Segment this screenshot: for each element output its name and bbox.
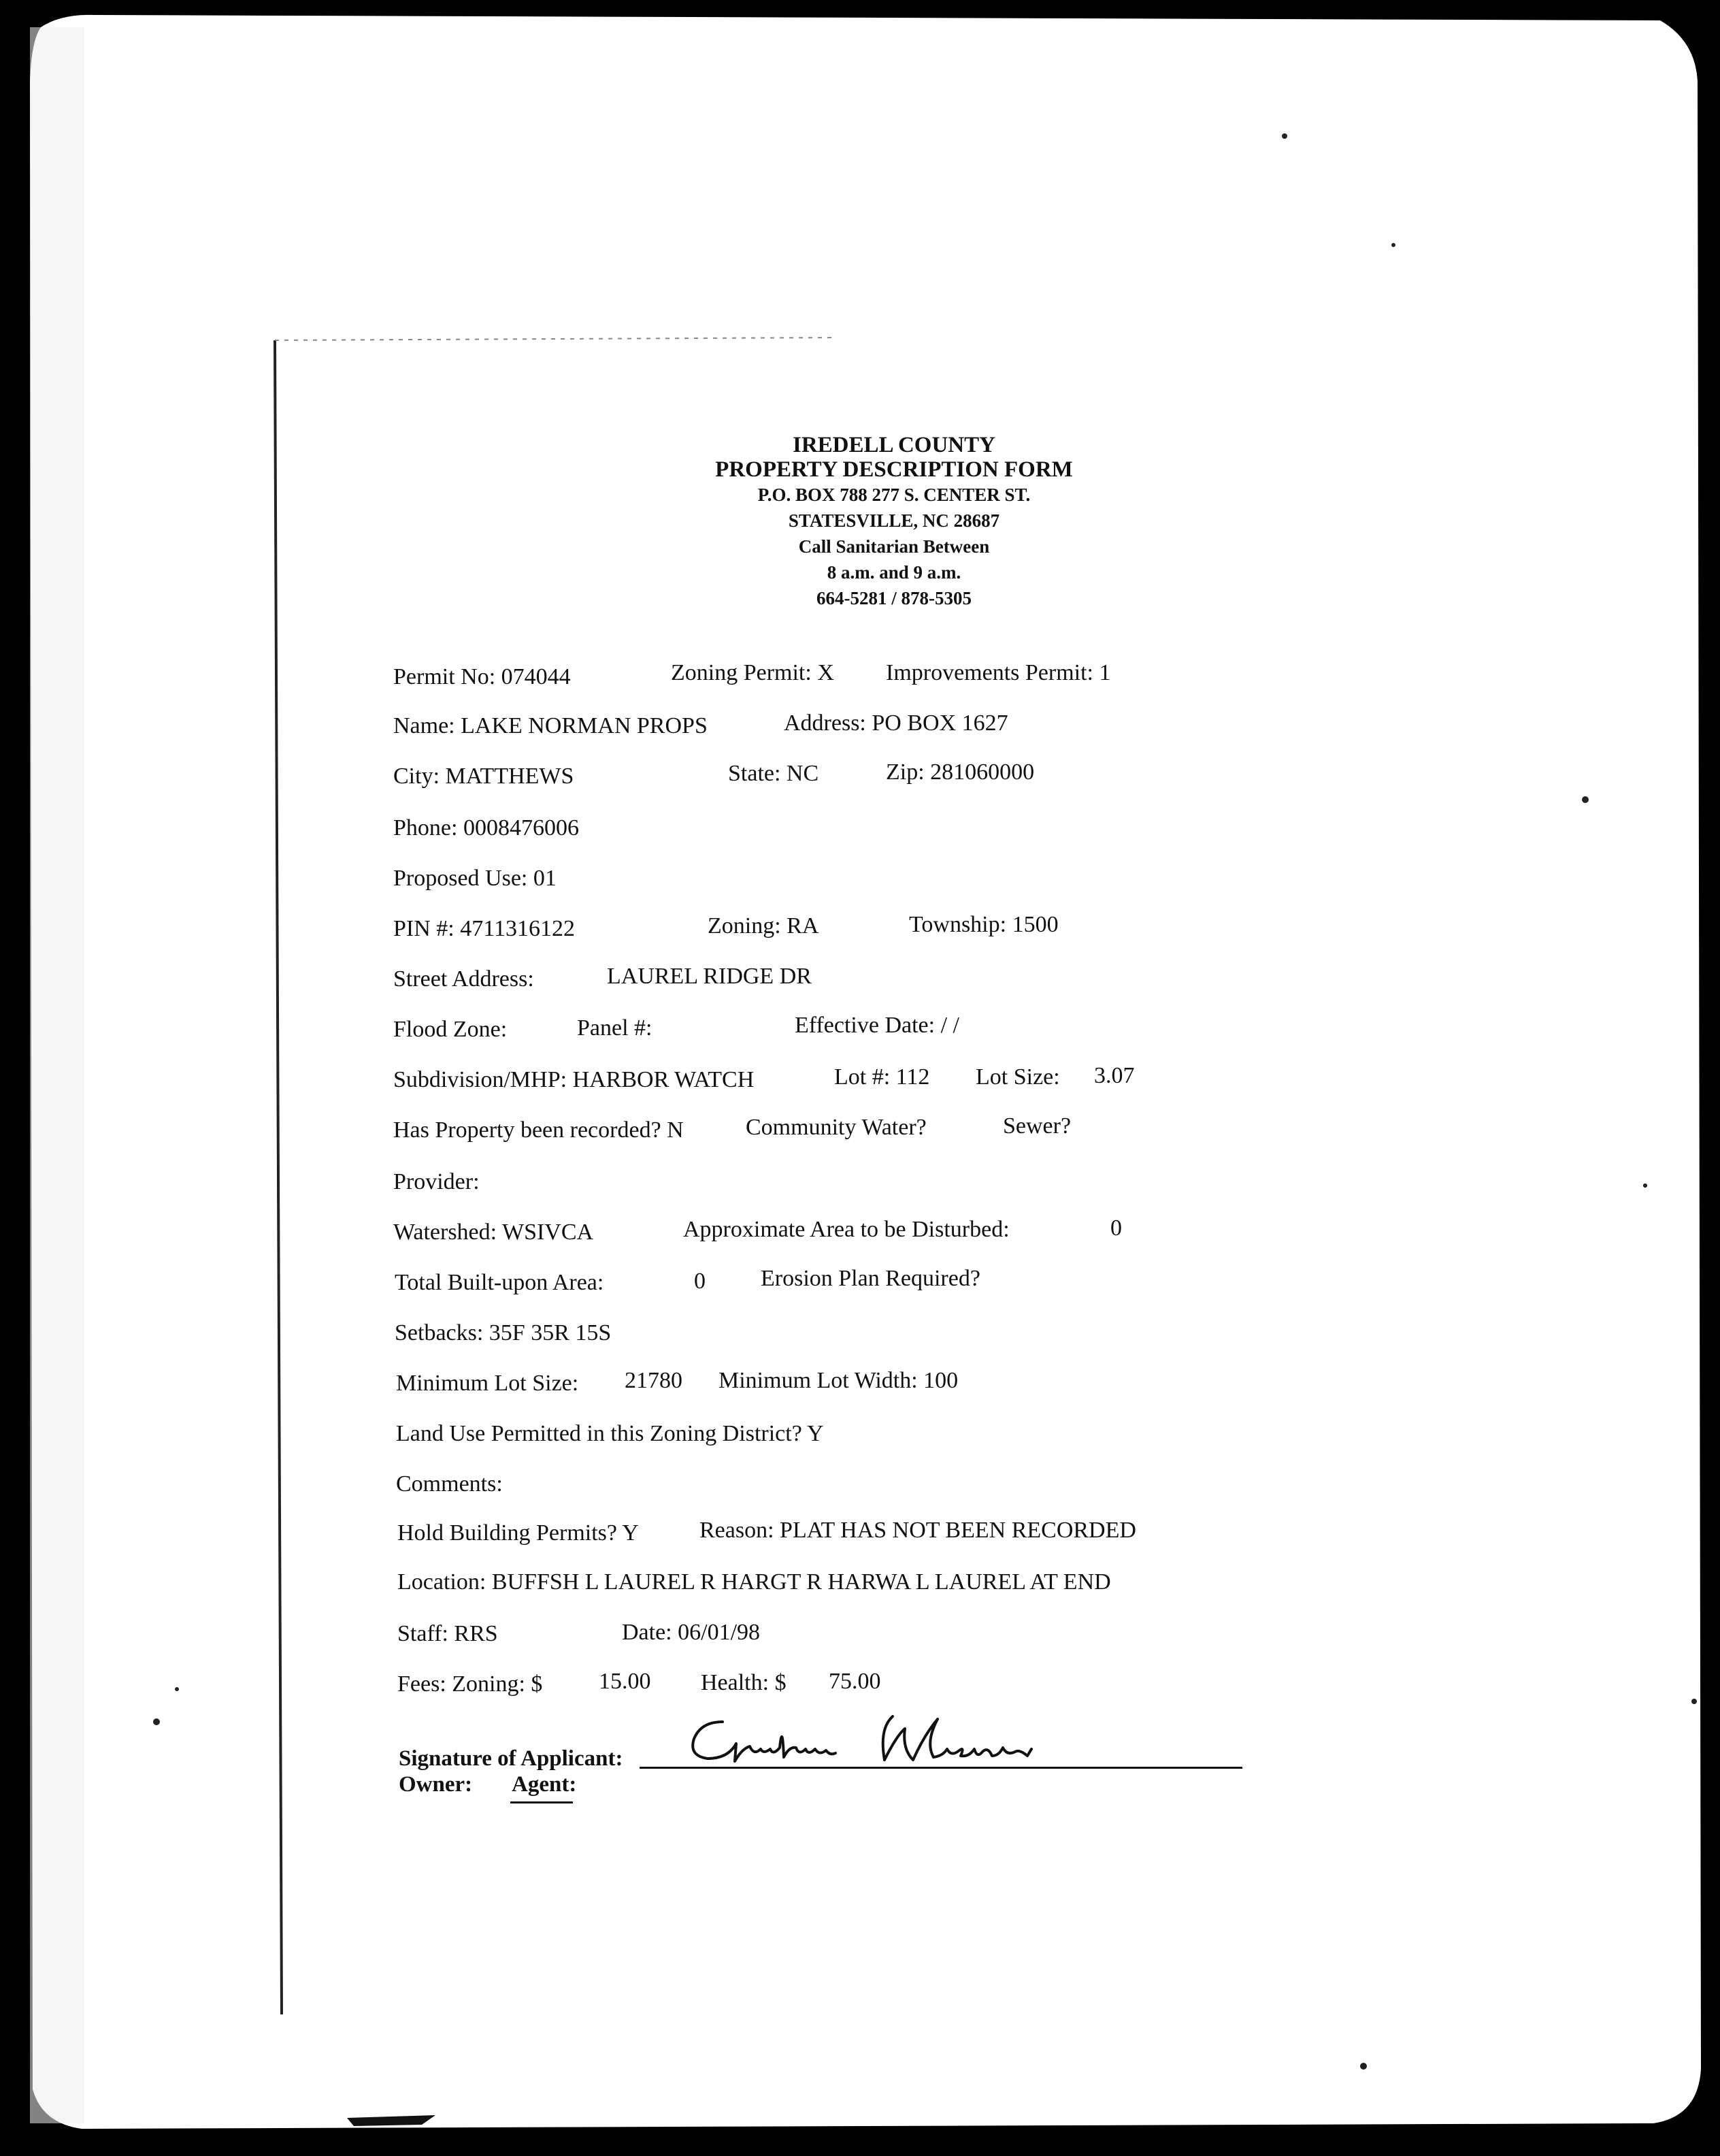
office-city: STATESVILLE, NC 28687: [788, 510, 1000, 531]
signature-label: Signature of Applicant:: [399, 1746, 623, 1771]
county-title: IREDELL COUNTY: [793, 433, 995, 457]
hold-building-permits: Hold Building Permits? Y: [397, 1520, 639, 1546]
call-note: Call Sanitarian Between: [798, 536, 990, 557]
owner-label: Owner:: [399, 1772, 473, 1797]
effective-date: Effective Date: / /: [795, 1013, 959, 1038]
hold-reason: Reason: PLAT HAS NOT BEEN RECORDED: [699, 1518, 1136, 1543]
agent-label: Agent:: [512, 1772, 577, 1797]
min-lot-width: Minimum Lot Width: 100: [718, 1368, 959, 1393]
pin-number: PIN #: 4711316122: [393, 916, 575, 941]
panel-number: Panel #:: [577, 1015, 652, 1041]
zoning-permit: Zoning Permit: X: [671, 660, 834, 685]
form-title: PROPERTY DESCRIPTION FORM: [715, 457, 1073, 482]
date: Date: 06/01/98: [622, 1620, 761, 1645]
land-use-permitted: Land Use Permitted in this Zoning District? Y: [396, 1421, 824, 1446]
min-lot-size-label: Minimum Lot Size:: [396, 1371, 579, 1396]
watershed: Watershed: WSIVCA: [393, 1220, 594, 1245]
fees-zoning-value: 15.00: [599, 1669, 651, 1694]
applicant-phone: Phone: 0008476006: [393, 815, 579, 840]
built-upon-value: 0: [694, 1269, 706, 1294]
built-upon-label: Total Built-upon Area:: [395, 1270, 604, 1295]
comments: Comments:: [396, 1471, 503, 1497]
flood-zone: Flood Zone:: [393, 1017, 508, 1042]
setbacks: Setbacks: 35F 35R 15S: [395, 1320, 612, 1345]
street-address-label: Street Address:: [393, 966, 534, 992]
erosion-plan: Erosion Plan Required?: [761, 1266, 980, 1291]
office-address: P.O. BOX 788 277 S. CENTER ST.: [757, 485, 1031, 505]
community-water: Community Water?: [746, 1115, 927, 1140]
fees-health-label: Health: $: [701, 1670, 787, 1695]
area-disturbed-label: Approximate Area to be Disturbed:: [683, 1217, 1010, 1242]
call-hours: 8 a.m. and 9 a.m.: [827, 562, 961, 583]
street-address-value: LAUREL RIDGE DR: [607, 964, 812, 989]
fees-health-value: 75.00: [829, 1669, 881, 1694]
office-phones: 664-5281 / 878-5305: [816, 588, 972, 608]
provider: Provider:: [393, 1169, 480, 1194]
applicant-address: Address: PO BOX 1627: [784, 710, 1008, 736]
min-lot-size-value: 21780: [625, 1368, 682, 1393]
applicant-name: Name: LAKE NORMAN PROPS: [393, 713, 708, 738]
fees-zoning-label: Fees: Zoning: $: [397, 1671, 543, 1697]
location: Location: BUFFSH L LAUREL R HARGT R HARWA L LAUREL AT END: [397, 1569, 1111, 1595]
zoning: Zoning: RA: [708, 913, 819, 938]
lot-size-label: Lot Size:: [976, 1064, 1060, 1090]
proposed-use: Proposed Use: 01: [393, 866, 557, 891]
applicant-state: State: NC: [728, 761, 819, 786]
township: Township: 1500: [909, 912, 1059, 937]
applicant-city: City: MATTHEWS: [393, 764, 574, 789]
lot-number: Lot #: 112: [834, 1064, 930, 1090]
sewer: Sewer?: [1003, 1113, 1072, 1139]
staff: Staff: RRS: [397, 1621, 498, 1646]
subdivision: Subdivision/MHP: HARBOR WATCH: [393, 1067, 755, 1092]
improvements-permit: Improvements Permit: 1: [886, 660, 1111, 685]
applicant-zip: Zip: 281060000: [886, 760, 1035, 785]
agent-checkmark-underline: [510, 1801, 573, 1803]
area-disturbed-value: 0: [1110, 1215, 1122, 1241]
permit-no: Permit No: 074044: [393, 664, 571, 689]
applicant-signature: [680, 1701, 1061, 1776]
property-recorded: Has Property been recorded? N: [393, 1117, 684, 1143]
lot-size-value: 3.07: [1094, 1063, 1135, 1088]
